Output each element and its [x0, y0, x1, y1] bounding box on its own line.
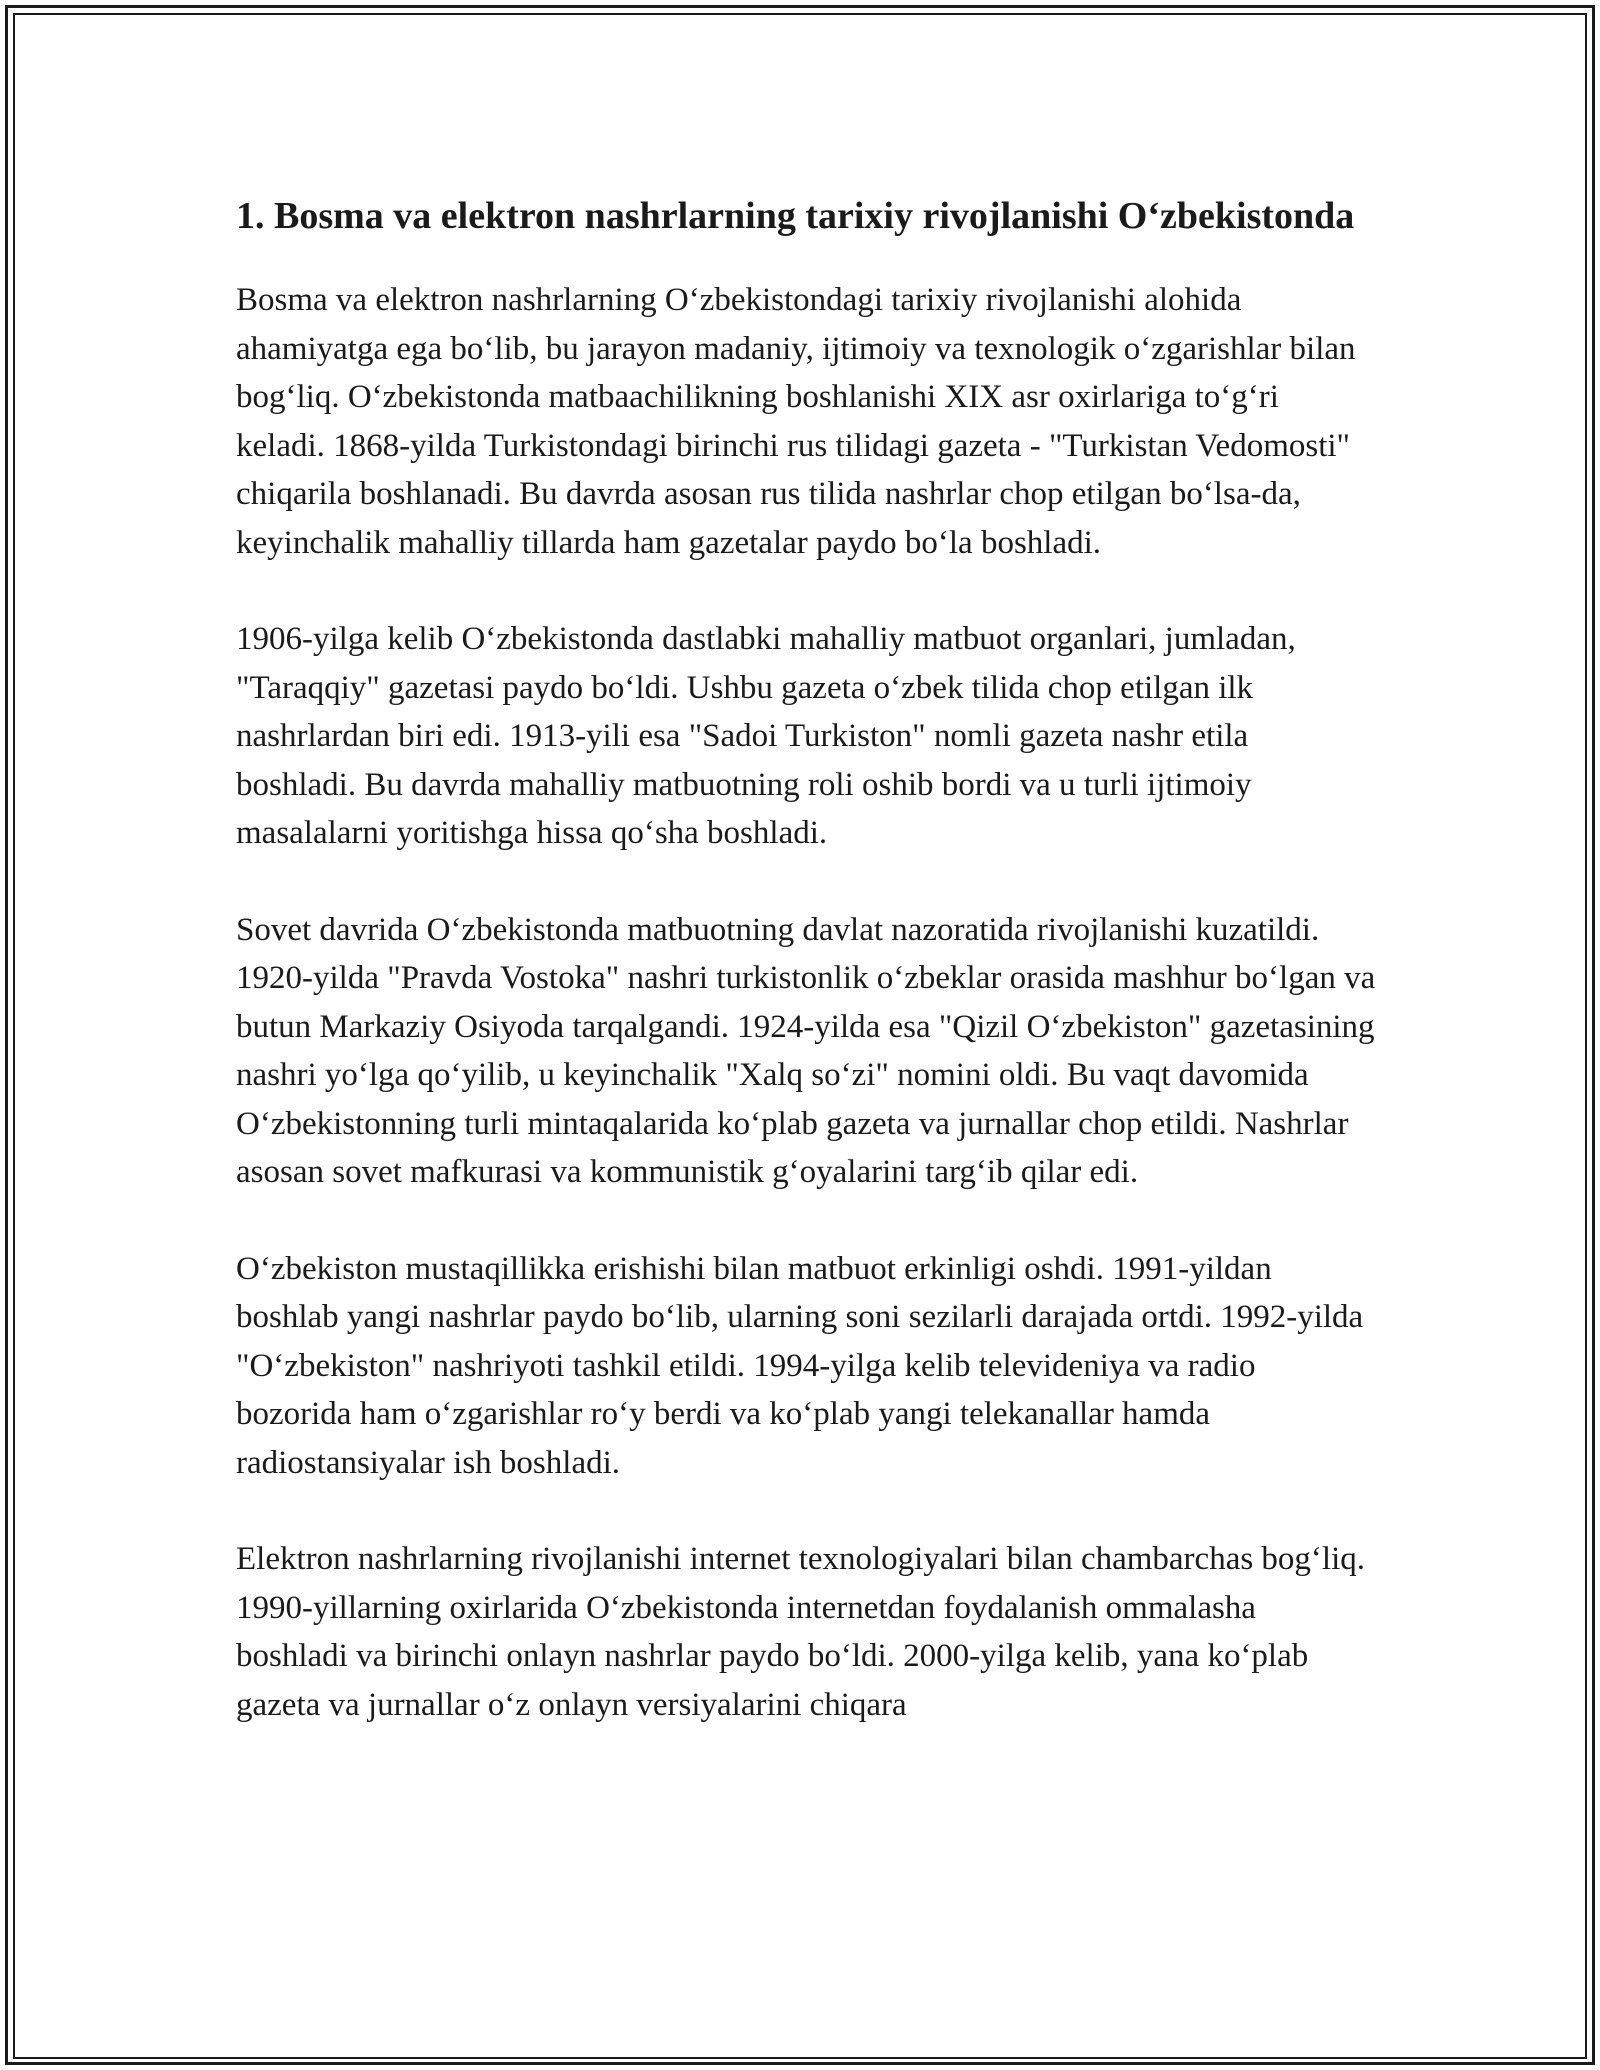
section-heading: 1. Bosma va elektron nashrlarning tarixiy rivojlanishi O‘zbekistonda — [236, 195, 1355, 237]
document-body — [236, 188, 1376, 1777]
paragraph-2: 1906-yilga kelib O‘zbekistonda dastlabki mahalliy matbuot organlari, jumladan, "Taraqqiy" gazetasi paydo bo‘ldi. Ushbu gazeta o‘zbek tilida chop etilgan ilk nashrlardan biri edi. 1913-yili esa "Sadoi Turkiston" nomli gazeta nashr etila boshladi. Bu davrda mahalliy matbuotning roli oshib bordi va u turli ijtimoiy masalalarni yoritishga hissa qo‘sha boshladi. — [236, 621, 1296, 851]
paragraph-4: O‘zbekiston mustaqillikka erishishi bilan matbuot erkinligi oshdi. 1991-yildan boshlab yangi nashrlar paydo bo‘lib, ularning soni sezilarli darajada ortdi. 1992-yilda "O‘zbekiston" nashriyoti tashkil etildi. 1994-yilga kelib televideniya va radio bozorida ham o‘zgarishlar ro‘y berdi va ko‘plab yangi telekanallar hamda radiostansiyalar ish boshladi. — [236, 1250, 1364, 1481]
paragraph-5: Elektron nashrlarning rivojlanishi internet texnologiyalari bilan chambarchas bog‘liq. 1990-yillarning oxirlarida O‘zbekistonda internetdan foydalanish ommalasha boshladi va birinchi onlayn nashrlar paydo bo‘ldi. 2000-yilga kelib, yana ko‘plab gazeta va jurnallar o‘z onlayn versiyalarini chiqara — [236, 1541, 1366, 1723]
paragraph-1: Bosma va elektron nashrlarning O‘zbekistondagi tarixiy rivojlanishi alohida ahamiyatga ega bo‘lib, bu jarayon madaniy, ijtimoiy va texnologik o‘zgarishlar bilan bog‘liq. O‘zbekistonda matbaachilikning boshlanishi XIX asr oxirlariga to‘g‘ri keladi. 1868-yilda Turkistondagi birinchi rus tilidagi gazeta - "Turkistan Vedomosti" chiqarila boshlanadi. Bu davrda asosan rus tilida nashrlar chop etilgan bo‘lsa-da, keyinchalik mahalliy tillarda ham gazetalar paydo bo‘la boshladi. — [236, 282, 1356, 561]
paragraph-3: Sovet davrida O‘zbekistonda matbuotning davlat nazoratida rivojlanishi kuzatildi. 1920-yilda "Pravda Vostoka" nashri turkistonlik o‘zbeklar orasida mashhur bo‘lgan va butun Markaziy Osiyoda tarqalgandi. 1924-yilda esa "Qizil O‘zbekiston" gazetasining nashri yo‘lga qo‘yilib, u keyinchalik "Xalq so‘zi" nomini oldi. Bu vaqt davomida O‘zbekistonning turli mintaqalarida ko‘plab gazeta va jurnallar chop etildi. Nashrlar asosan sovet mafkurasi va kommunistik g‘oyalarini targ‘ib qilar edi. — [236, 911, 1376, 1190]
